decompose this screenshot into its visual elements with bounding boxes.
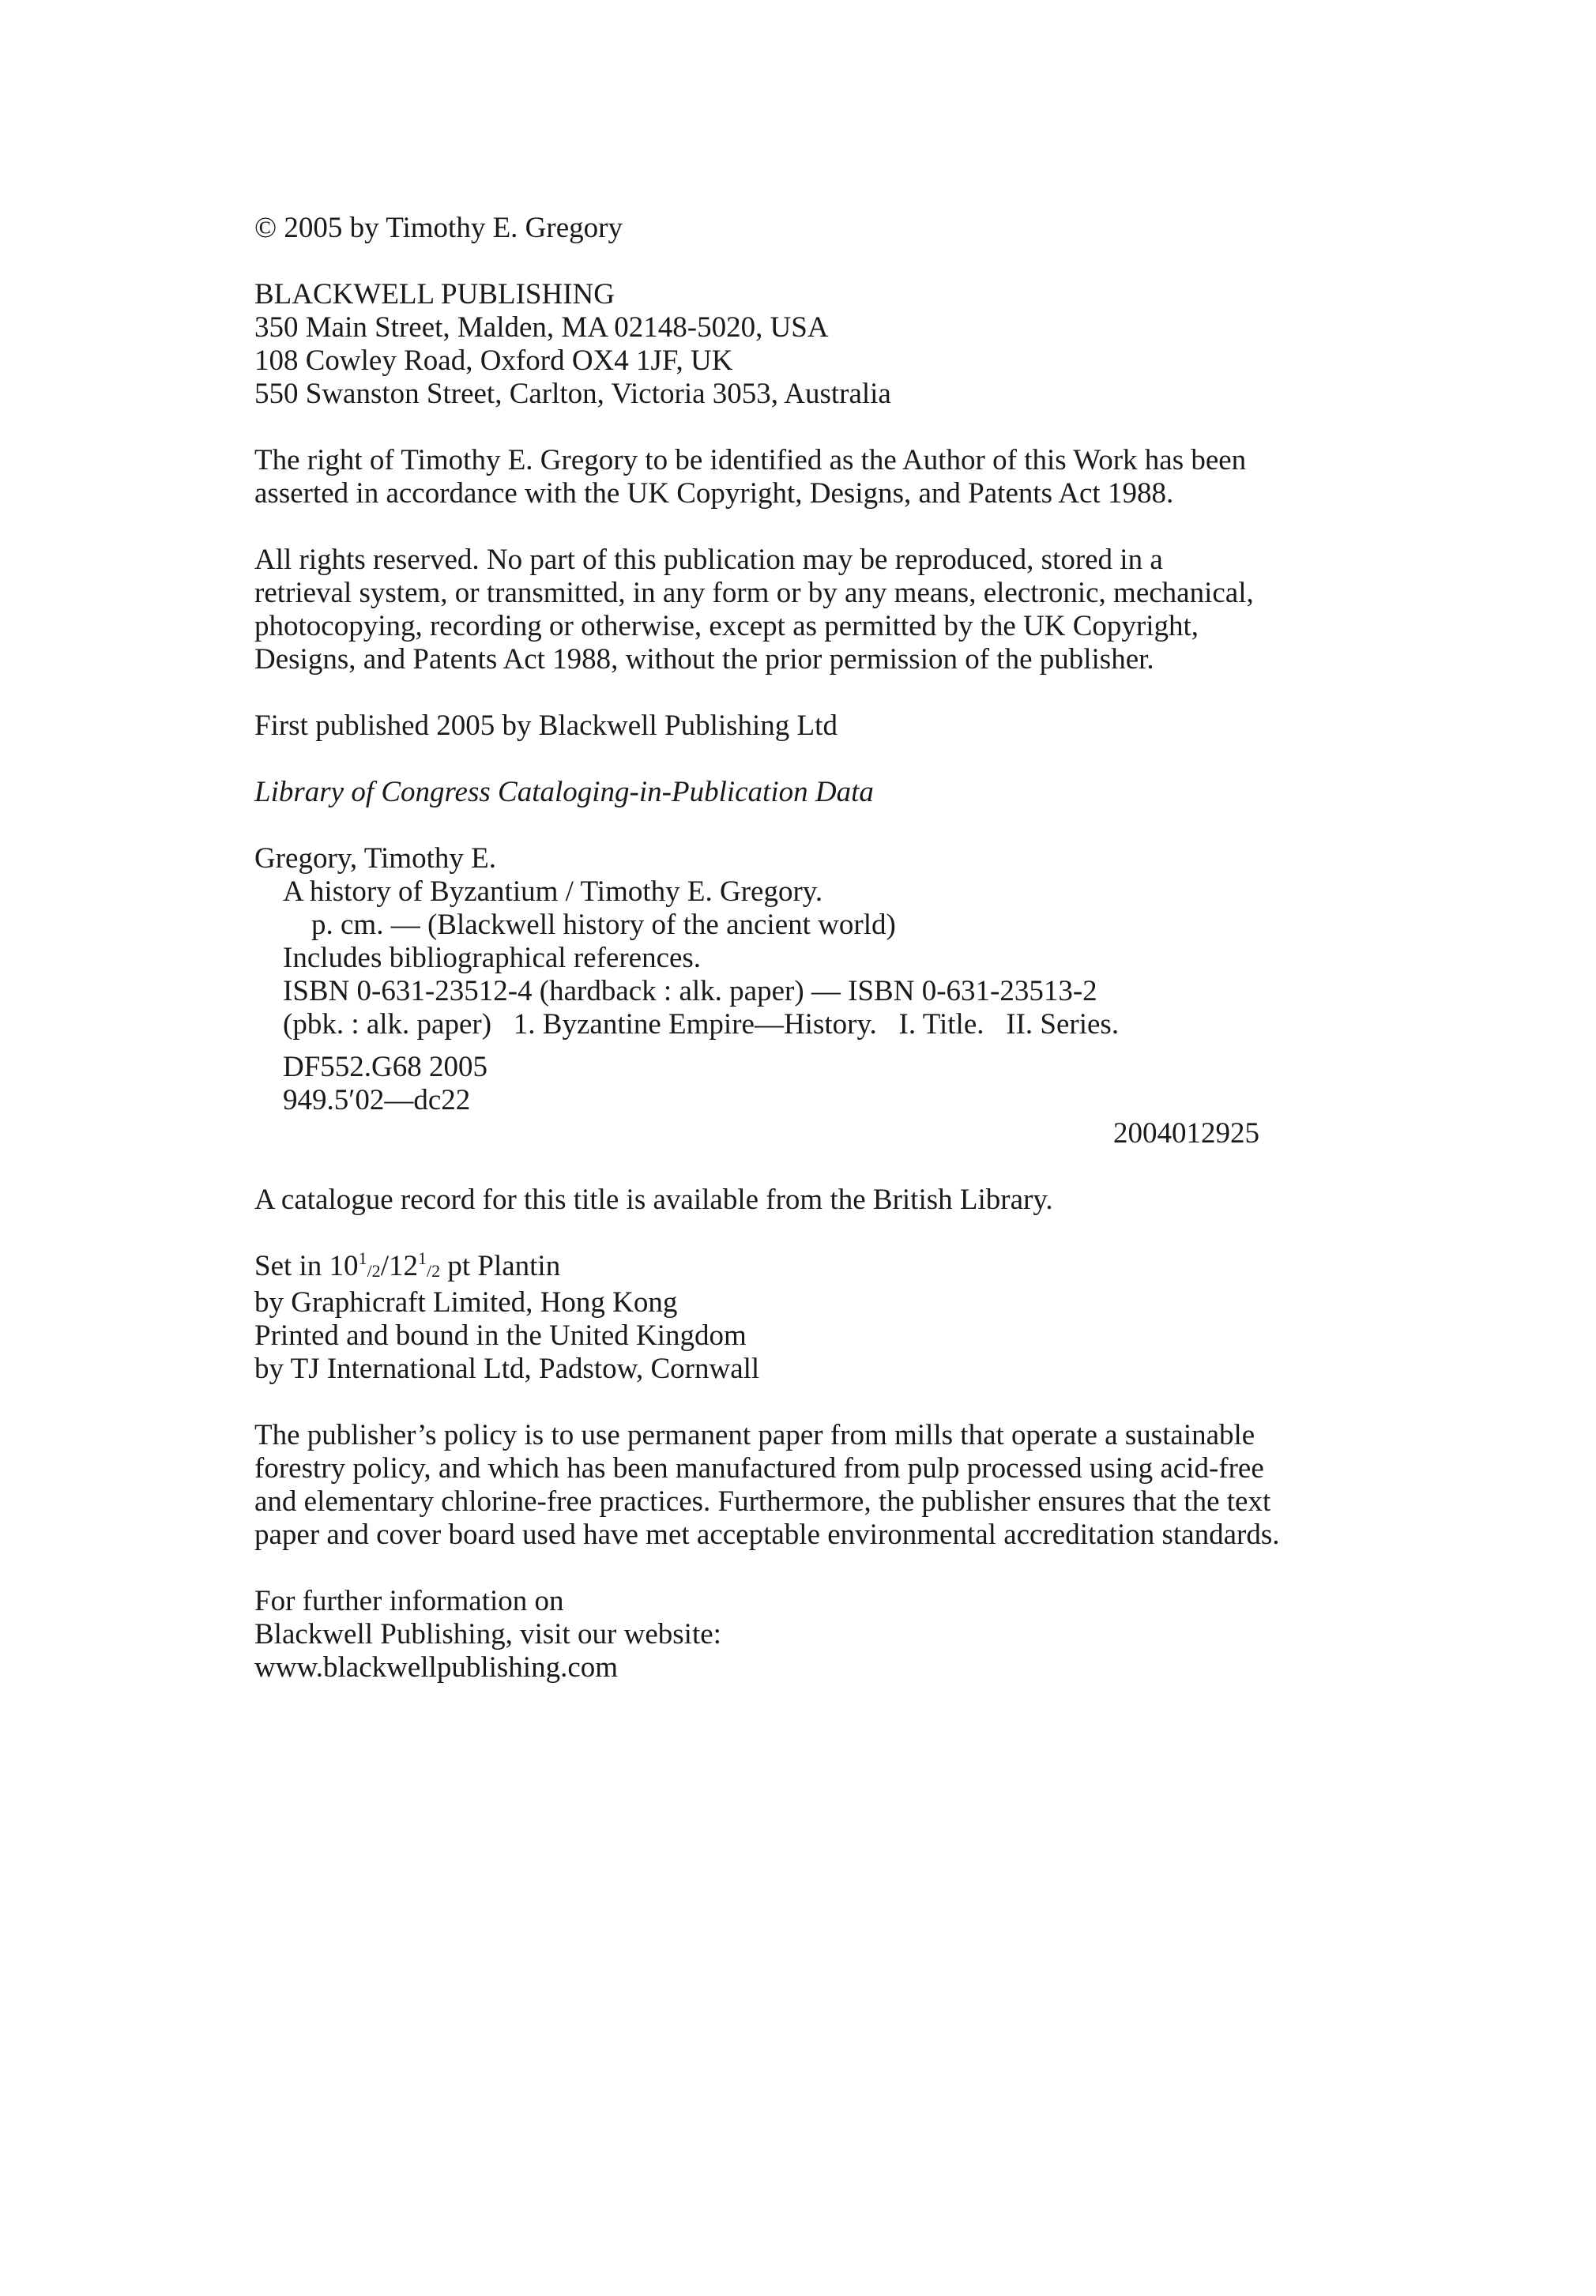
cip-dewey: 949.5′02—dc22 [283, 1084, 471, 1116]
publisher-address-uk: 108 Cowley Road, Oxford OX4 1JF, UK [254, 344, 733, 377]
cip-lccn: 2004012925 [1113, 1117, 1259, 1150]
moral-rights-paragraph [254, 444, 1440, 510]
typesetting-block [254, 1250, 1440, 1386]
cip-author: Gregory, Timothy E. [254, 842, 496, 875]
typesetter-line: by Graphicraft Limited, Hong Kong [254, 1286, 678, 1319]
cip-isbn-line: ISBN 0-631-23512-4 (hardback : alk. paper) — ISBN 0-631-23513-2 [283, 975, 1097, 1007]
rights-reserved-paragraph [254, 544, 1440, 676]
publisher-address-australia: 550 Swanston Street, Carlton, Victoria 3053, Australia [254, 378, 891, 410]
cip-notes: Includes bibliographical references. [283, 942, 702, 974]
publisher-name: BLACKWELL PUBLISHING [254, 278, 615, 311]
cip-title: A history of Byzantium / Timothy E. Gregory. [283, 875, 823, 908]
further-info-line: Blackwell Publishing, visit our website: [254, 1618, 721, 1650]
rights-reserved-line: photocopying, recording or otherwise, except as permitted by the UK Copyright, [254, 610, 1199, 642]
copyright-page [254, 212, 1440, 1718]
fraction-numerator: 1 [358, 1248, 367, 1268]
typeset-line [254, 1250, 1440, 1286]
cip-isbn-line: (pbk. : alk. paper) 1. Byzantine Empire—History. I. Title. II. Series. [283, 1008, 1120, 1041]
cip-lc-class: DF552.G68 2005 [283, 1051, 488, 1083]
paper-policy-line: The publisher’s policy is to use permanent paper from mills that operate a sustainable [254, 1419, 1255, 1451]
further-info-block [254, 1585, 1440, 1684]
further-info-line: For further information on [254, 1585, 564, 1617]
british-library-line: A catalogue record for this title is available from the British Library. [254, 1184, 1053, 1216]
typeset-suffix: pt Plantin [440, 1250, 561, 1282]
rights-reserved-line: All rights reserved. No part of this publication may be reproduced, stored in a [254, 544, 1163, 576]
paper-policy-line: paper and cover board used have met acceptable environmental accreditation standards. [254, 1519, 1280, 1551]
paper-policy-line: and elementary chlorine-free practices. Furthermore, the publisher ensures that the text [254, 1485, 1271, 1518]
fraction-denominator: /2 [426, 1261, 441, 1281]
fraction-numerator: 1 [417, 1248, 427, 1268]
first-published-line: First published 2005 by Blackwell Publishing Ltd [254, 710, 838, 742]
moral-rights-line: asserted in accordance with the UK Copyright, Designs, and Patents Act 1988. [254, 477, 1174, 510]
printed-line: Printed and bound in the United Kingdom [254, 1319, 747, 1352]
publisher-block [254, 278, 1440, 411]
typeset-leading: /12 [380, 1250, 418, 1282]
british-library-block [254, 1184, 1440, 1217]
copyright-notice-block [254, 212, 1440, 245]
moral-rights-line: The right of Timothy E. Gregory to be identified as the Author of this Work has been [254, 444, 1247, 476]
paper-policy-line: forestry policy, and which has been manufactured from pulp processed using acid-free [254, 1452, 1264, 1485]
copyright-line: © 2005 by Timothy E. Gregory [254, 212, 623, 244]
cip-heading-block [254, 776, 1440, 809]
first-published-block [254, 710, 1440, 743]
rights-reserved-line: Designs, and Patents Act 1988, without the prior permission of the publisher. [254, 643, 1154, 676]
publisher-address-us: 350 Main Street, Malden, MA 02148-5020, USA [254, 311, 829, 344]
cip-data-block [254, 842, 1440, 1150]
rights-reserved-line: retrieval system, or transmitted, in any form or by any means, electronic, mechanical, [254, 577, 1254, 609]
website-url: www.blackwellpublishing.com [254, 1651, 619, 1684]
cip-heading: Library of Congress Cataloging-in-Publication Data [254, 776, 874, 808]
cip-series: p. cm. — (Blackwell history of the ancient world) [311, 909, 896, 941]
typeset-prefix: Set in 10 [254, 1250, 359, 1282]
fraction-denominator: /2 [367, 1261, 381, 1281]
paper-policy-paragraph [254, 1419, 1440, 1552]
printer-line: by TJ International Ltd, Padstow, Cornwall [254, 1353, 760, 1385]
